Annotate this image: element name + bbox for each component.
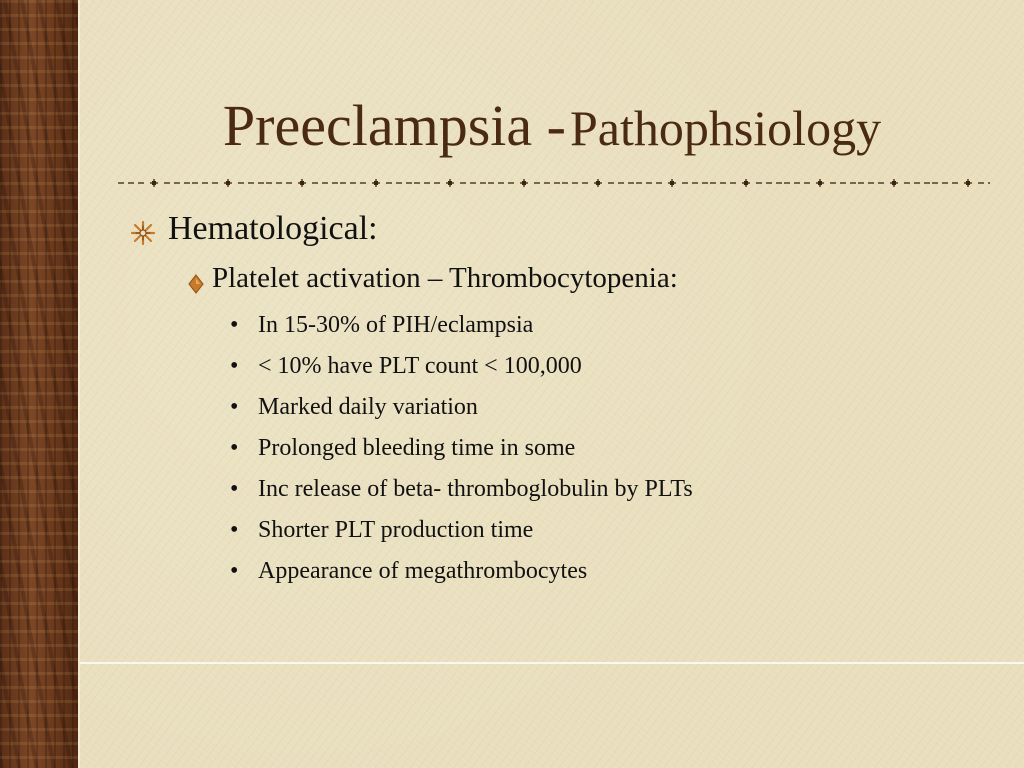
bullet-text: < 10% have PLT count < 100,000 (258, 353, 582, 379)
dot-icon: • (230, 517, 239, 543)
dot-icon: • (230, 476, 239, 502)
level1-text: Hematological: (168, 210, 378, 247)
bullet-text: Marked daily variation (258, 394, 478, 420)
dot-icon: • (230, 558, 239, 584)
wood-texture-strip (0, 0, 78, 768)
dot-icon: • (230, 435, 239, 461)
footer-divider (80, 662, 1024, 664)
title-sub: Pathophsiology (569, 100, 882, 156)
title-divider (118, 176, 990, 190)
diamond-icon (188, 274, 204, 294)
level2-text: Platelet activation – Thrombocytopenia: (212, 262, 678, 294)
dot-icon: • (230, 353, 239, 379)
page-title (80, 92, 1024, 159)
bullet-text: Prolonged bleeding time in some (258, 435, 576, 461)
dot-icon: • (230, 394, 239, 420)
bullet-text: Inc release of beta- thromboglobulin by PLTs (258, 476, 693, 502)
dot-icon: • (230, 312, 239, 338)
title-main: Preeclampsia - (222, 93, 566, 158)
bullet-text: Appearance of megathrombocytes (258, 558, 588, 584)
star-burst-icon (130, 220, 156, 246)
bullet-text: Shorter PLT production time (258, 517, 534, 543)
bullet-text: In 15-30% of PIH/eclampsia (258, 312, 534, 338)
